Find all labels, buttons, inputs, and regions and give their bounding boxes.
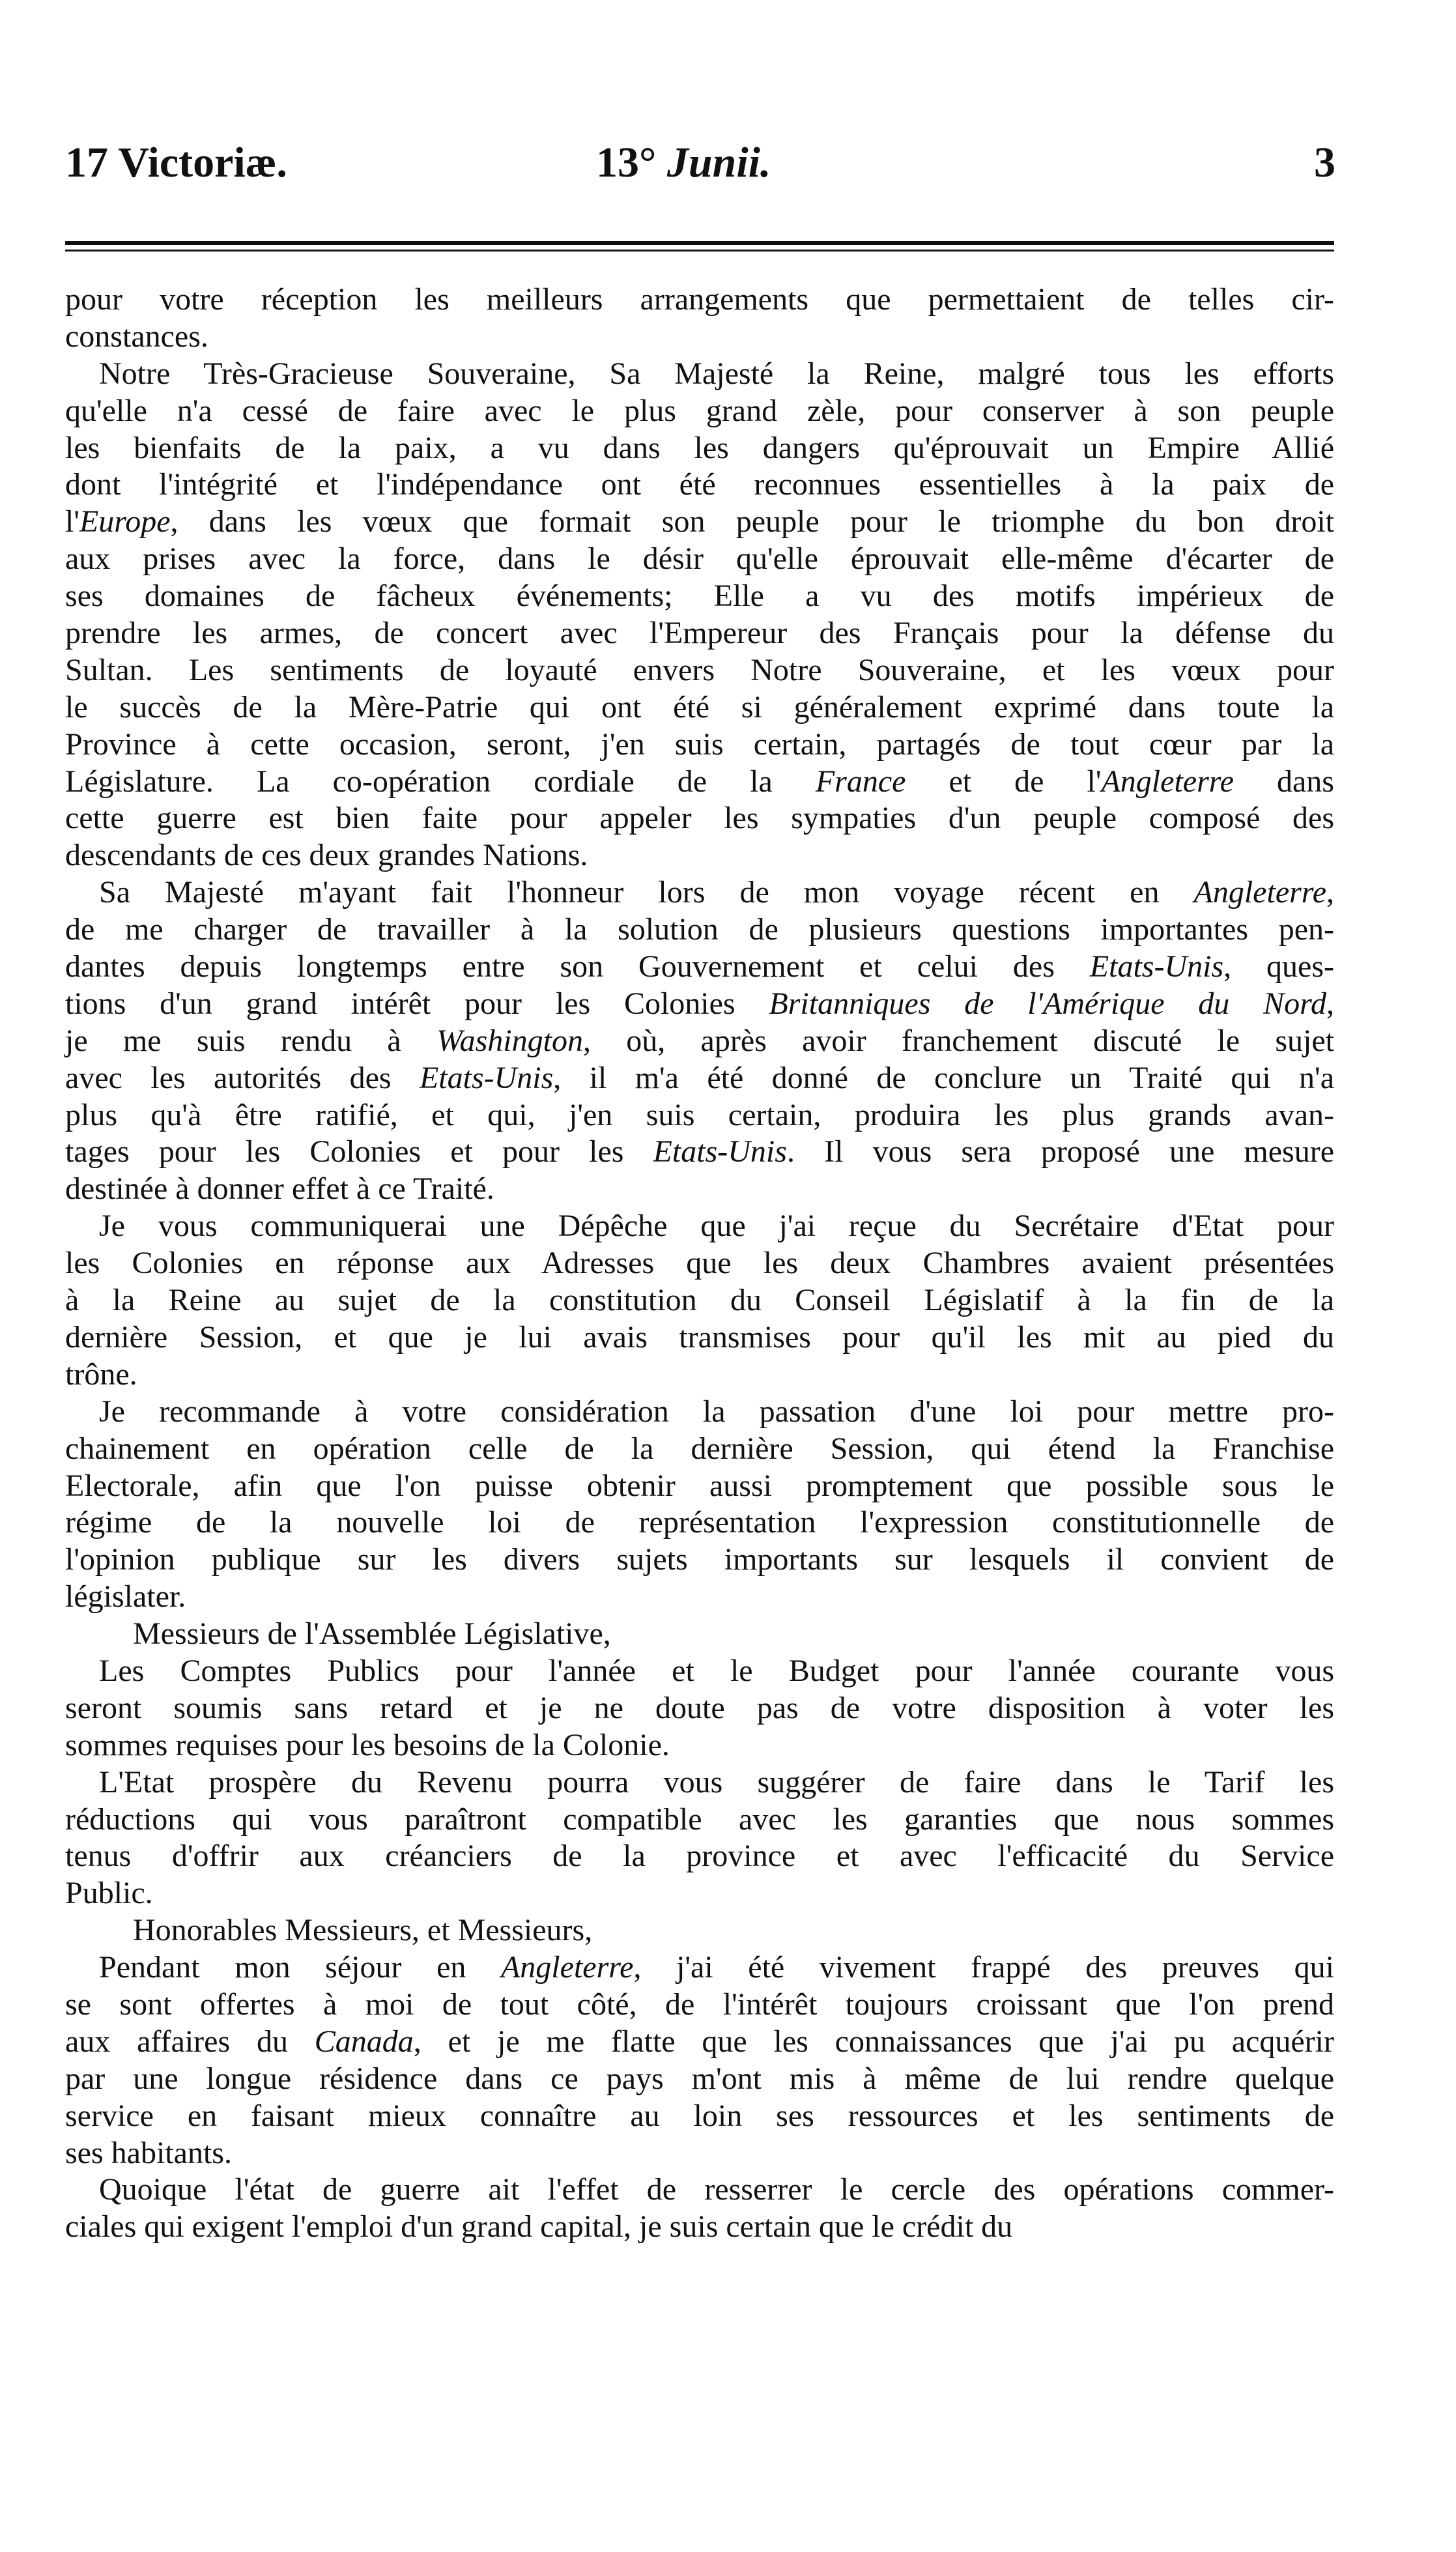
text-line <box>65 430 1334 467</box>
text-span: tages pour les Colonies et pour les <box>65 1134 653 1169</box>
text-span: L'Etat prospère du Revenu pourra vous suggérer de faire dans le Tarif les <box>99 1764 1334 1799</box>
text-line <box>65 393 1334 430</box>
text-line <box>65 800 1334 837</box>
text-line <box>65 1060 1334 1097</box>
text-span: à la Reine au sujet de la constitution du Conseil Législatif à la fin de la <box>65 1283 1334 1318</box>
session-date-day: 13° <box>596 139 657 186</box>
text-line <box>65 874 1334 911</box>
text-line <box>65 2135 1334 2172</box>
text-line <box>65 1727 1334 1764</box>
text-line <box>65 356 1334 393</box>
italic-text-span: France <box>815 764 906 799</box>
text-line <box>65 1541 1334 1579</box>
italic-text-span: Etats-Unis <box>419 1060 554 1095</box>
text-span: dernière Session, et que je lui avais transmises pour qu'il les mit au pied du <box>65 1319 1334 1355</box>
text-span: trône. <box>65 1356 137 1392</box>
text-span: avec les autorités des <box>65 1060 420 1095</box>
text-line <box>65 1875 1334 1912</box>
text-line <box>65 1208 1334 1245</box>
text-span: ses habitants. <box>65 2135 232 2170</box>
text-span: les Colonies en réponse aux Adresses que les deux Chambres avaient présentées <box>65 1246 1334 1281</box>
text-span: ciales qui exigent l'emploi d'un grand capital, je suis certain que le crédit du <box>65 2209 1013 2244</box>
text-line <box>65 726 1334 764</box>
text-span: Messieurs de l'Assemblée Législative, <box>133 1616 611 1652</box>
italic-text-span: Britanniques de l'Amérique du Nord <box>769 986 1326 1021</box>
text-line <box>65 1616 1334 1653</box>
italic-text-span: Etats-Unis <box>653 1134 787 1169</box>
text-span: , <box>1326 875 1334 910</box>
italic-text-span: Angleterre <box>1193 875 1326 910</box>
text-line <box>65 1504 1334 1541</box>
text-span: Je recommande à votre considération la passation d'une loi pour mettre pro- <box>99 1394 1334 1429</box>
text-line <box>65 1134 1334 1171</box>
text-span: Quoique l'état de guerre ait l'effet de resserrer le cercle des opérations commer- <box>99 2172 1334 2207</box>
text-line <box>65 1171 1334 1208</box>
text-span: Province à cette occasion, seront, j'en suis certain, partagés de tout cœur par la <box>65 726 1334 762</box>
running-header <box>65 134 1335 192</box>
text-line <box>65 2098 1334 2135</box>
text-span: Je vous communiquerai une Dépêche que j'ai reçue du Secrétaire d'Etat pour <box>99 1209 1334 1244</box>
text-span: dont l'intégrité et l'indépendance ont été reconnues essentielles à la paix de <box>65 467 1334 502</box>
italic-text-span: Canada <box>314 2024 414 2059</box>
text-span: destinée à donner effet à ce Traité. <box>65 1171 494 1207</box>
speech-text-body <box>65 281 1334 2246</box>
text-span: , il m'a été donné de conclure un Traité qui n'a <box>553 1060 1334 1095</box>
text-line <box>65 1468 1334 1505</box>
text-line <box>65 2172 1334 2209</box>
text-line <box>65 1394 1334 1431</box>
text-line <box>65 1282 1334 1319</box>
text-line <box>65 1949 1334 1986</box>
text-span: Sa Majesté m'ayant fait l'honneur lors de mon voyage récent en <box>99 875 1194 910</box>
text-line <box>65 1764 1334 1801</box>
text-line <box>65 1319 1334 1356</box>
text-span: les bienfaits de la paix, a vu dans les dangers qu'éprouvait un Empire Allié <box>65 430 1334 465</box>
text-line <box>65 2061 1334 2098</box>
text-line <box>65 1838 1334 1875</box>
text-span: Notre Très-Gracieuse Souveraine, Sa Majesté la Reine, malgré tous les efforts <box>99 356 1334 391</box>
text-span: réductions qui vous paraîtront compatible avec les garanties que nous sommes <box>65 1801 1334 1837</box>
italic-text-span: Washington <box>436 1023 583 1058</box>
text-span: régime de la nouvelle loi de représentation l'expression constitutionnelle de <box>65 1505 1334 1540</box>
text-line <box>65 1245 1334 1282</box>
text-line <box>65 1356 1334 1394</box>
text-span: législater. <box>65 1579 186 1614</box>
text-span: tenus d'offrir aux créanciers de la province et avec l'efficacité du Service <box>65 1839 1334 1874</box>
text-span: , dans les vœux que formait son peuple pour le triomphe du bon droit <box>170 504 1334 539</box>
text-line <box>65 652 1334 689</box>
text-line <box>65 837 1334 874</box>
text-line <box>65 1986 1334 2024</box>
page-number: 3 <box>1314 139 1335 186</box>
text-span: , et je me flatte que les connaissances que j'ai pu acquérir <box>413 2024 1334 2059</box>
text-span: se sont offertes à moi de tout côté, de l'intérêt toujours croissant que l'on prend <box>65 1986 1334 2022</box>
text-line <box>65 1912 1334 1949</box>
text-span: l'opinion publique sur les divers sujets importants sur lesquels il convient de <box>65 1542 1334 1577</box>
text-span: . Il vous sera proposé une mesure <box>786 1134 1335 1169</box>
text-span: l' <box>65 504 79 539</box>
text-span: Honorables Messieurs, et Messieurs, <box>133 1913 593 1948</box>
text-span: plus qu'à être ratifié, et qui, j'en suis certain, produira les plus grands avan- <box>65 1097 1334 1132</box>
text-line <box>65 281 1334 319</box>
text-line <box>65 319 1334 356</box>
text-line <box>65 1431 1334 1468</box>
text-line <box>65 2209 1334 2246</box>
regnal-year: 17 Victoriæ. <box>65 139 287 186</box>
session-date-month: Junii. <box>666 139 771 186</box>
text-line <box>65 541 1334 578</box>
text-span: tions d'un grand intérêt pour les Colonies <box>65 986 769 1021</box>
text-span: seront soumis sans retard et je ne doute pas de votre disposition à voter les <box>65 1690 1334 1725</box>
text-span: Electorale, afin que l'on puisse obtenir aussi promptement que possible sous le <box>65 1468 1334 1503</box>
text-span: Sultan. Les sentiments de loyauté envers Notre Souveraine, et les vœux pour <box>65 652 1334 687</box>
text-span: et de l' <box>906 764 1102 799</box>
text-span: chainement en opération celle de la dernière Session, qui étend la Franchise <box>65 1431 1334 1466</box>
text-line <box>65 911 1334 949</box>
text-span: sommes requises pour les besoins de la Colonie. <box>65 1727 670 1762</box>
text-line <box>65 578 1334 615</box>
text-span: le succès de la Mère-Patrie qui ont été si généralement exprimé dans toute la <box>65 689 1334 724</box>
text-line <box>65 1801 1334 1839</box>
text-line <box>65 504 1334 541</box>
text-line <box>65 1097 1334 1134</box>
header-rule-thick <box>65 241 1334 245</box>
text-span: je me suis rendu à <box>65 1023 437 1058</box>
text-line <box>65 466 1334 504</box>
text-line <box>65 764 1334 801</box>
text-span: Législature. La co-opération cordiale de la <box>65 764 816 799</box>
text-span: par une longue résidence dans ce pays m'ont mis à même de lui rendre quelque <box>65 2061 1334 2096</box>
italic-text-span: Angleterre <box>500 1950 634 1985</box>
text-line <box>65 1579 1334 1616</box>
italic-text-span: Europe <box>79 504 171 539</box>
text-line <box>65 689 1334 726</box>
text-line <box>65 1690 1334 1727</box>
italic-text-span: Etats-Unis <box>1089 949 1224 984</box>
text-line <box>65 949 1334 986</box>
text-span: Public. <box>65 1876 153 1911</box>
text-line <box>65 2024 1334 2061</box>
text-span: , où, après avoir franchement discuté le sujet <box>582 1023 1334 1058</box>
text-span: dantes depuis longtemps entre son Gouvernement et celui des <box>65 949 1090 984</box>
text-line <box>65 1023 1334 1060</box>
text-span: descendants de ces deux grandes Nations. <box>65 838 588 873</box>
text-span: aux affaires du <box>65 2024 315 2059</box>
text-line <box>65 1653 1334 1690</box>
text-span: Pendant mon séjour en <box>99 1950 501 1985</box>
italic-text-span: Angleterre <box>1101 764 1234 799</box>
text-span: Les Comptes Publics pour l'année et le Budget pour l'année courante vous <box>99 1653 1334 1688</box>
text-span: , j'ai été vivement frappé des preuves qui <box>633 1950 1335 1985</box>
text-span: pour votre réception les meilleurs arrangements que permettaient de telles cir- <box>65 282 1334 317</box>
text-span: constances. <box>65 319 208 354</box>
text-span: cette guerre est bien faite pour appeler les sympaties d'un peuple composé des <box>65 801 1334 836</box>
text-span: ses domaines de fâcheux événements; Elle a vu des motifs impérieux de <box>65 579 1334 614</box>
text-span: prendre les armes, de concert avec l'Empereur des Français pour la défense du <box>65 616 1334 651</box>
text-span: , ques- <box>1223 949 1335 984</box>
text-span: aux prises avec la force, dans le désir qu'elle éprouvait elle-même d'écarter de <box>65 541 1334 577</box>
text-span: qu'elle n'a cessé de faire avec le plus grand zèle, pour conserver à son peuple <box>65 393 1334 428</box>
session-date <box>596 134 771 192</box>
text-span: service en faisant mieux connaître au loin ses ressources et les sentiments de <box>65 2098 1334 2133</box>
text-line <box>65 986 1334 1023</box>
text-line <box>65 615 1334 652</box>
text-span: dans <box>1233 764 1334 799</box>
header-rule-thin <box>65 250 1334 251</box>
text-span: de me charger de travailler à la solution de plusieurs questions importantes pen- <box>65 912 1334 947</box>
text-span: , <box>1326 986 1334 1021</box>
